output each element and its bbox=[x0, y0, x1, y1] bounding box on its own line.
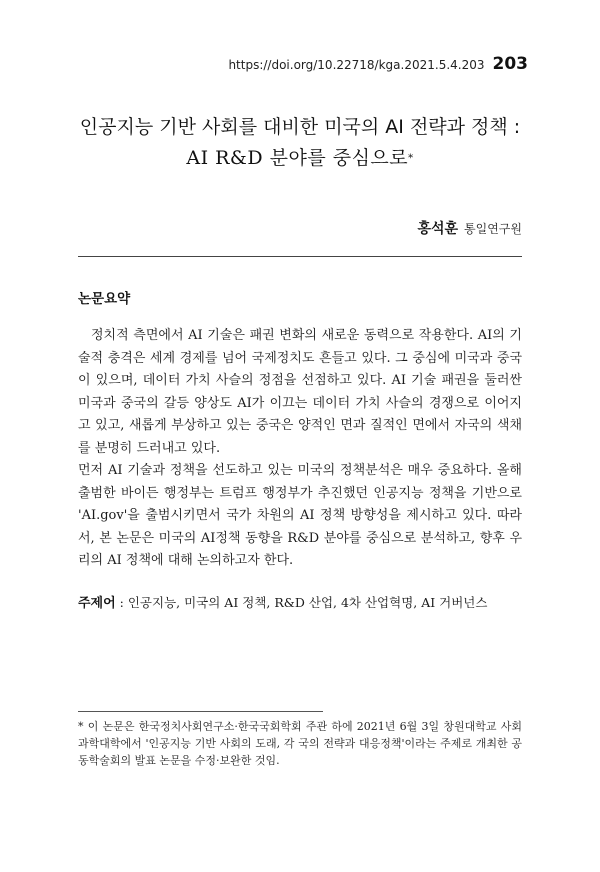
paper-subtitle bbox=[0, 143, 600, 170]
footnote: * 이 논문은 한국정치사회연구소·한국국회학회 주관 하에 2021년 6월 3일 창원대학교 사회과학대학에서 '인공지능 기반 사회의 도래, 각 국의 전략과 대응정책'이라는 주제로 개최한 공동학술회의 발표 논문을 수정·보완한 것임. bbox=[78, 720, 522, 767]
keywords-label: 주제어 bbox=[78, 596, 116, 611]
author-name: 홍석훈 bbox=[417, 221, 459, 237]
author-block bbox=[417, 218, 522, 238]
keywords-line bbox=[78, 592, 538, 611]
keywords-text: 인공지능, 미국의 AI 정책, R&D 산업, 4차 산업혁명, AI 거버넌스 bbox=[127, 595, 488, 610]
keywords-separator: : bbox=[115, 595, 128, 610]
page-number: 203 bbox=[492, 54, 528, 74]
abstract-paragraph-2: 먼저 AI 기술과 정책을 선도하고 있는 미국의 정책분석은 매우 중요하다. 올해 출범한 바이든 행정부는 트럼프 행정부가 추진했던 인공지능 정책을 기반으로 'AI.gov'을 출범시키면서 국가 차원의 AI 정책 방향성을 제시하고 있다. 따라서, 본 논문은 미국의 AI정책 동향을 R&D 분야를 중심으로 분석하고, 향후 우리의 AI 정책에 대해 논의하고자 한다. bbox=[78, 463, 522, 568]
title-divider bbox=[78, 256, 522, 257]
abstract-heading: 논문요약 bbox=[78, 291, 131, 307]
title-footnote-mark: * bbox=[408, 153, 414, 164]
paper-subtitle-text: AI R&D 분야를 중심으로 bbox=[186, 147, 409, 169]
doi-link[interactable]: https://doi.org/10.22718/kga.2021.5.4.203 bbox=[228, 58, 485, 72]
abstract-paragraph-1: 정치적 측면에서 AI 기술은 패권 변화의 새로운 동력으로 작용한다. AI의 기술적 충격은 세계 경제를 넘어 국제정치도 흔들고 있다. 그 중심에 미국과 중국이 있으며, 데이터 가치 사슬의 정점을 선점하고 있다. AI 기술 패권을 둘러싼 미국과 중국의 갈등 양상도 AI가 이끄는 데이터 가치 사슬의 경쟁으로 이어지고 있고, 새롭게 부상하고 있는 중국은 양적인 면과 질적인 면에서 자국의 색채를 분명히 드러내고 있다. bbox=[78, 328, 522, 456]
footnote-divider bbox=[78, 711, 323, 712]
running-header bbox=[228, 54, 528, 74]
paper-title: 인공지능 기반 사회를 대비한 미국의 AI 전략과 정책 : bbox=[79, 116, 521, 138]
abstract-body bbox=[78, 325, 522, 573]
author-affiliation: 통일연구원 bbox=[464, 222, 522, 236]
